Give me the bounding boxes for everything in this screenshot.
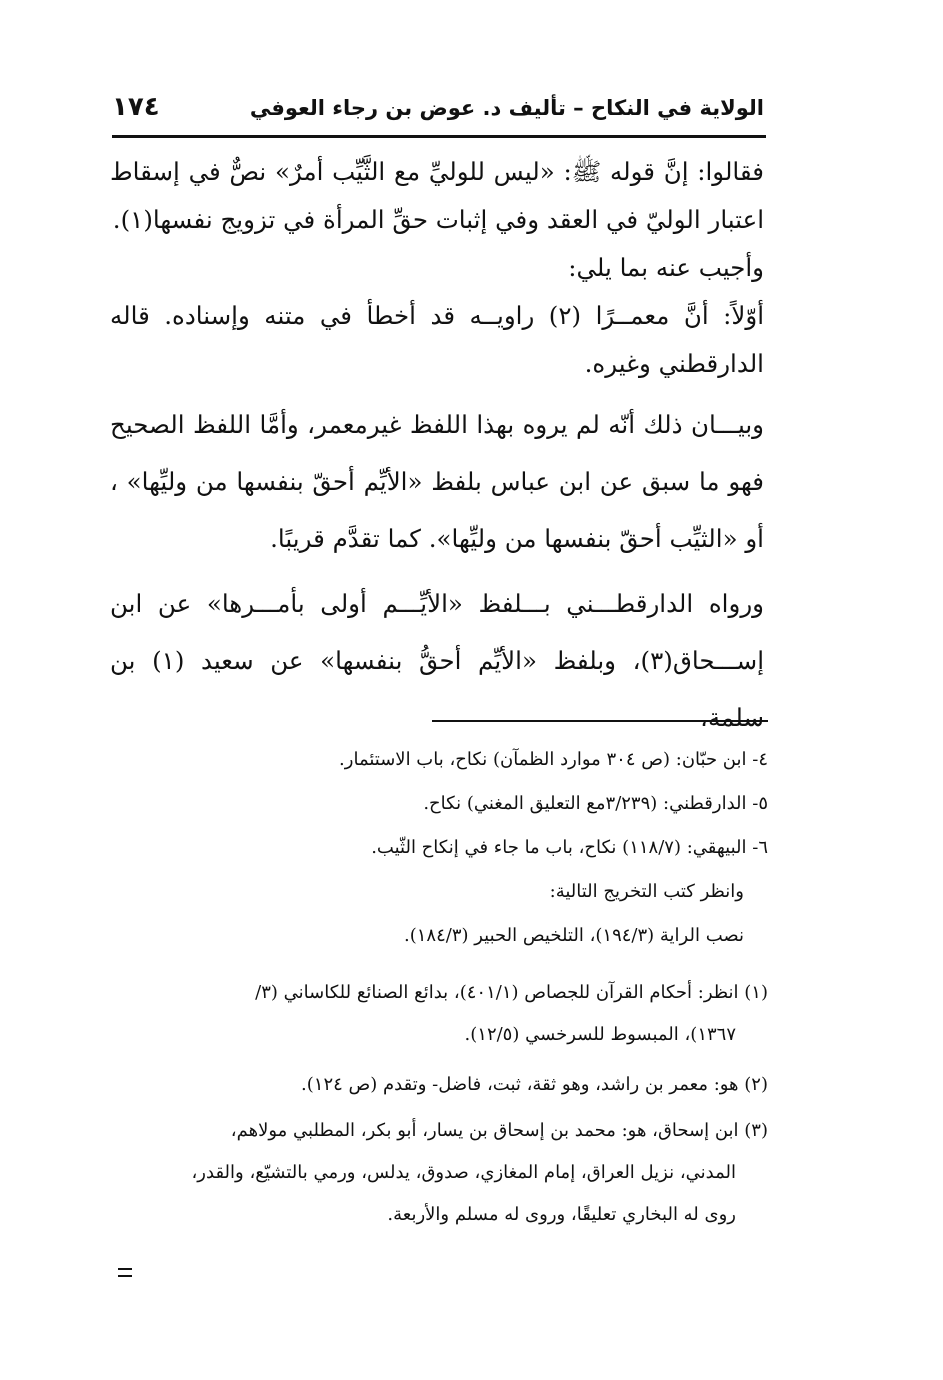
footnotes-area <box>110 738 768 1236</box>
page-number: ١٧٤ <box>112 92 160 122</box>
footnote-1: (١) انظر: أحكام القرآن للجصاص (٤٠١/١)، بدائع الصنائع للكاساني (٣/ <box>255 982 768 1003</box>
carryover-note: نصب الراية (١٩٤/٣)، التلخيص الحبير (١٨٤/٣). <box>404 925 744 946</box>
footnote-1-continued: ١٣٦٧)، المبسوط للسرخسي (١٢/٥). <box>464 1024 736 1045</box>
carryover-note: وانظر كتب التخريج التالية: <box>549 881 744 902</box>
carryover-note: ٦- البيهقي: (١١٨/٧) نكاح، باب ما جاء في إنكاح الثّيب. <box>371 837 768 858</box>
footnote-3: (٣) ابن إسحاق، هو: محمد بن إسحاق بن يسار، أبو بكر، المطلبي مولاهم، <box>230 1120 768 1141</box>
carryover-note: ٤- ابن حبّان: (ص ٣٠٤ موارد الظمآن) نكاح، باب الاستئمار. <box>339 749 768 770</box>
carryover-note: ٥- الدارقطني: (٣/٢٣٩مع التعليق المغني) نكاح. <box>423 793 768 814</box>
main-text <box>110 148 764 746</box>
page-end-mark <box>118 1268 132 1277</box>
paragraph-first-point: أوّلاً: أنَّ معمــرًا (٢) راويــه قد أخطأ في متنه وإسناده. قاله الدارقطني وغيره. <box>110 301 765 378</box>
header-rule <box>112 135 766 138</box>
footnote-3-continued: المدني، نزيل العراق، إمام المغازي، صدوق، يدلس، ورمي بالتشيّع، والقدر، <box>191 1162 736 1183</box>
running-title: الولاية في النكاح – تأليف د. عوض بن رجاء العوفي <box>249 96 764 120</box>
paragraph-explanation: وبيـــان ذلك أنّه لم يروه بهذا اللفظ غيرمعمر، وأمَّا اللفظ الصحيح فهو ما سبق عن ابن عباس بلفظ «الأيِّم أحقّ بنفسها من وليِّها» ، أو «الثيِّب أحقّ بنفسها من وليِّها». كما تقدَّم قريبًا. <box>110 410 764 553</box>
paragraph-claim: فقالوا: إنَّ قوله ﷺ: «ليس للوليِّ مع الثَّيِّب أمرٌ» نصٌّ في إسقاط اعتبار الوليّ في العقد وفي إثبات حقِّ المرأة في تزويج نفسها(١). <box>110 157 764 234</box>
paragraph-narration: ورواه الدارقطـــني بـــلفظ «الأيِّـــم أولى بأمـــرها» عن ابن إســـحاق(٣)، وبلفظ «الأيِّم أحقُّ بنفسها» عن سعيد (١) بن سلمة، <box>110 589 764 732</box>
footnote-3-continued: روى له البخاري تعليقًا، وروى له مسلم والأربعة. <box>387 1204 736 1225</box>
paragraph-reply-intro: وأجيب عنه بما يلي: <box>568 253 764 282</box>
running-header <box>112 92 764 132</box>
footnote-2: (٢) هو: معمر بن راشد، وهو ثقة، ثبت، فاضل- وتقدم (ص ١٢٤). <box>301 1074 768 1095</box>
footnote-separator <box>432 720 768 722</box>
